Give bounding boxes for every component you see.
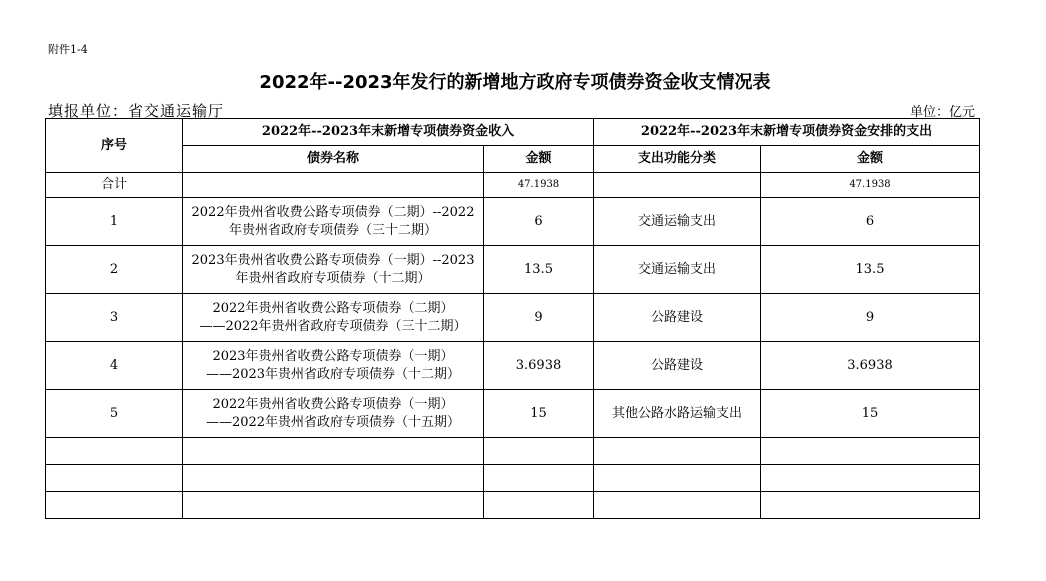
row-index: 4 [46, 342, 183, 390]
row-category: 公路建设 [594, 342, 761, 390]
table-row [46, 390, 980, 438]
total-income-amount: 47.1938 [484, 173, 594, 198]
bond-name-line1: 2022年贵州省收费公路专项债券（一期） [212, 396, 454, 412]
total-expense-amount: 47.1938 [761, 173, 980, 198]
bond-name-line2: 年贵州省政府专项债券（三十二期） [228, 222, 437, 238]
header-expense-group: 2022年--2023年末新增专项债券资金安排的支出 [594, 119, 980, 146]
row-expense-amount: 15 [761, 390, 980, 438]
bond-name-line1: 2023年贵州省收费公路专项债券（一期） [212, 348, 454, 364]
bond-name-line1: 2022年贵州省收费公路专项债券（二期） [212, 300, 454, 316]
table-row [46, 198, 980, 246]
row-category: 交通运输支出 [594, 198, 761, 246]
row-category: 交通运输支出 [594, 246, 761, 294]
bond-table [45, 118, 980, 519]
row-amount: 3.6938 [484, 342, 594, 390]
filling-unit: 填报单位：省交通运输厅 [48, 102, 225, 120]
row-amount: 13.5 [484, 246, 594, 294]
attachment-label: 附件1-4 [48, 43, 88, 56]
header-function-class: 支出功能分类 [594, 146, 761, 173]
header-bond-name: 债券名称 [183, 146, 484, 173]
bond-name-line2: ——2023年贵州省政府专项债券（十二期） [205, 366, 461, 382]
bond-name-cell [183, 246, 484, 294]
header-row-2 [46, 146, 980, 173]
row-index: 5 [46, 390, 183, 438]
total-empty-name [183, 173, 484, 198]
bond-name-cell [183, 198, 484, 246]
header-income-group: 2022年--2023年末新增专项债券资金收入 [183, 119, 594, 146]
row-expense-amount: 9 [761, 294, 980, 342]
row-amount: 6 [484, 198, 594, 246]
header-amount: 金额 [484, 146, 594, 173]
bond-name-line2: 年贵州省政府专项债券（十二期） [235, 270, 431, 286]
table-row [46, 246, 980, 294]
bond-name-line2: ——2022年贵州省政府专项债券（三十二期） [199, 318, 467, 334]
bond-name-cell [183, 390, 484, 438]
empty-row [46, 438, 980, 465]
total-label: 合计 [46, 173, 183, 198]
row-index: 1 [46, 198, 183, 246]
total-row [46, 173, 980, 198]
table-row [46, 294, 980, 342]
row-category: 公路建设 [594, 294, 761, 342]
currency-unit: 单位：亿元 [910, 105, 976, 120]
row-category: 其他公路水路运输支出 [594, 390, 761, 438]
table-row [46, 342, 980, 390]
bond-name-line1: 2023年贵州省收费公路专项债券（一期）--2023 [191, 252, 475, 268]
row-amount: 15 [484, 390, 594, 438]
row-index: 3 [46, 294, 183, 342]
empty-row [46, 492, 980, 519]
header-expense-amount: 金额 [761, 146, 980, 173]
page-title: 2022年--2023年发行的新增地方政府专项债券资金收支情况表 [259, 72, 771, 93]
total-empty-category [594, 173, 761, 198]
row-amount: 9 [484, 294, 594, 342]
row-expense-amount: 3.6938 [761, 342, 980, 390]
row-expense-amount: 13.5 [761, 246, 980, 294]
header-index: 序号 [46, 119, 183, 173]
row-index: 2 [46, 246, 183, 294]
bond-name-cell [183, 342, 484, 390]
empty-row [46, 465, 980, 492]
bond-name-cell [183, 294, 484, 342]
bond-name-line1: 2022年贵州省收费公路专项债券（二期）--2022 [191, 204, 475, 220]
row-expense-amount: 6 [761, 198, 980, 246]
bond-name-line2: ——2022年贵州省政府专项债券（十五期） [205, 414, 461, 430]
header-row-1 [46, 119, 980, 146]
